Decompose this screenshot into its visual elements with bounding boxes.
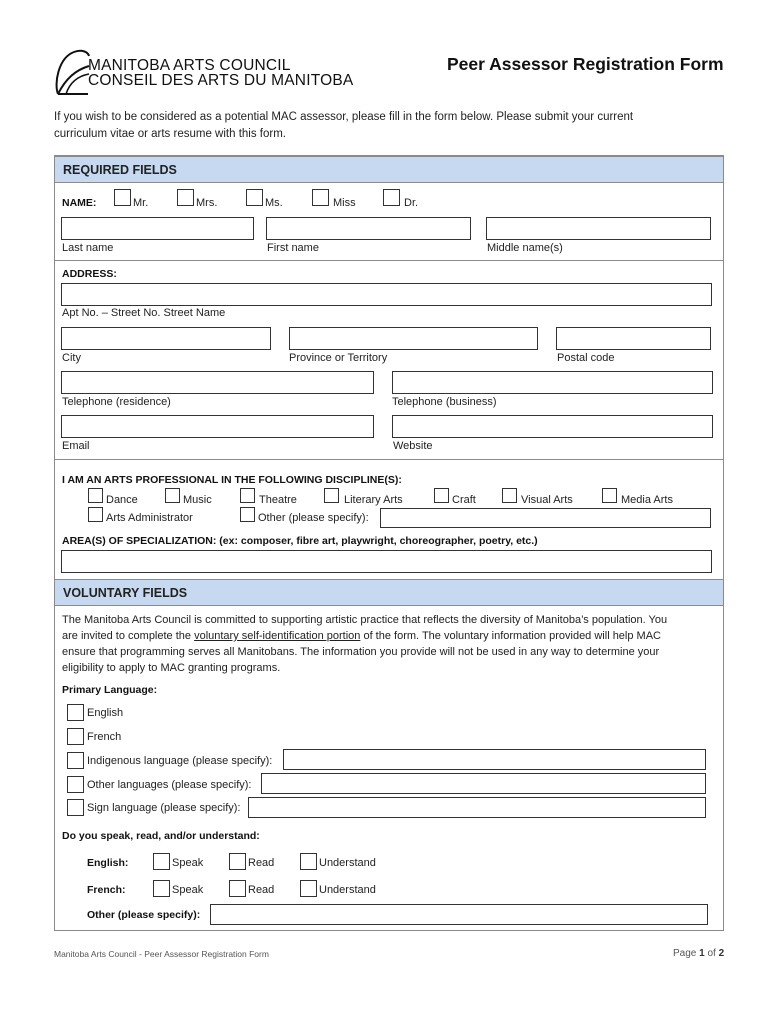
form-title: Peer Assessor Registration Form [447,54,724,74]
discipline-theatre-checkbox[interactable] [240,488,255,503]
postal-code-label: Postal code [557,352,615,364]
french-ability-label: French: [87,884,126,896]
discipline-music-label: Music [183,494,212,506]
province-input[interactable] [289,327,538,350]
voluntary-paragraph-line: The Manitoba Arts Council is committed to supporting artistic practice that reflects the diversity of Manitoba’s population. You [62,614,668,626]
discipline-other-input[interactable] [380,508,711,528]
speak-question-label: Do you speak, read, and/or understand: [62,830,260,842]
discipline-other-checkbox[interactable] [240,507,255,522]
english-understand-label: Understand [319,857,376,869]
discipline-music-checkbox[interactable] [165,488,180,503]
language-sign-label: Sign language (please specify): [87,802,241,814]
discipline-media-checkbox[interactable] [602,488,617,503]
discipline-other-label: Other (please specify): [258,512,369,524]
address-label: ADDRESS: [62,268,117,280]
first-name-input[interactable] [266,217,471,240]
discipline-media-label: Media Arts [621,494,673,506]
french-speak-label: Speak [172,884,204,896]
telephone-business-label: Telephone (business) [392,396,497,408]
language-indigenous-input[interactable] [283,749,706,770]
english-speak-checkbox[interactable] [153,853,170,870]
voluntary-paragraph-line [62,628,718,644]
voluntary-paragraph-line: eligibility to apply to MAC granting programs. [62,662,281,674]
first-name-label: First name [267,242,319,254]
page-total: 2 [718,948,725,959]
english-read-label: Read [248,857,275,869]
title-mrs-label: Mrs. [196,197,218,209]
language-english-label: English [87,707,124,719]
specialization-label: AREA(S) OF SPECIALIZATION: (ex: composer, fibre art, playwright, choreographer, poetry, etc.) [62,535,538,547]
title-miss-checkbox[interactable] [312,189,329,206]
page-number: 1 [699,948,705,959]
divider [55,260,723,261]
org-name-fr: CONSEIL DES ARTS DU MANITOBA [88,72,354,89]
divider [55,459,723,460]
discipline-dance-checkbox[interactable] [88,488,103,503]
voluntary-paragraph-line: ensure that programming serves all Manitobans. The information you provide will not be used in any way to determine your [62,646,660,658]
telephone-business-input[interactable] [392,371,713,394]
of-word: of [707,948,716,959]
language-french-label: French [87,731,122,743]
postal-code-input[interactable] [556,327,711,350]
language-indigenous-label: Indigenous language (please specify): [87,755,273,767]
language-indigenous-checkbox[interactable] [67,752,84,769]
middle-names-input[interactable] [486,217,711,240]
website-input[interactable] [392,415,713,438]
street-label: Apt No. – Street No. Street Name [62,307,226,319]
title-dr-checkbox[interactable] [383,189,400,206]
language-sign-input[interactable] [248,797,706,818]
voluntary-heading: VOLUNTARY FIELDS [63,586,188,600]
intro-line-1: If you wish to be considered as a potential MAC assessor, please fill in the form below. Please submit your current [54,111,634,123]
language-other-label: Other languages (please specify): [87,779,252,791]
page-word: Page [673,948,697,959]
required-heading: REQUIRED FIELDS [63,163,177,177]
arts-admin-checkbox[interactable] [88,507,103,522]
org-name-en: MANITOBA ARTS COUNCIL [88,57,291,74]
mac-logo-icon [52,48,92,96]
title-miss-label: Miss [333,197,356,209]
self-identification-link: voluntary self-identification portion [194,630,361,642]
intro-line-2: curriculum vitae or arts resume with this form. [54,128,286,140]
discipline-craft-label: Craft [452,494,476,506]
street-input[interactable] [61,283,712,306]
primary-language-label: Primary Language: [62,684,158,696]
discipline-visual-checkbox[interactable] [502,488,517,503]
voluntary-paragraph-text: are invited to complete the [62,630,195,642]
english-speak-label: Speak [172,857,204,869]
email-label: Email [62,440,90,452]
arts-admin-label: Arts Administrator [106,512,193,524]
english-ability-label: English: [87,857,129,869]
last-name-label: Last name [62,242,114,254]
telephone-residence-input[interactable] [61,371,374,394]
language-other-input[interactable] [261,773,706,794]
email-input[interactable] [61,415,374,438]
discipline-visual-label: Visual Arts [521,494,573,506]
city-label: City [62,352,81,364]
page-indicator [673,948,724,959]
discipline-dance-label: Dance [106,494,138,506]
name-label: NAME: [62,197,97,209]
title-mr-checkbox[interactable] [114,189,131,206]
english-read-checkbox[interactable] [229,853,246,870]
other-ability-label: Other (please specify): [87,909,201,921]
french-understand-label: Understand [319,884,376,896]
telephone-residence-label: Telephone (residence) [62,396,171,408]
required-fields-band [55,156,723,183]
discipline-literary-label: Literary Arts [344,494,403,506]
discipline-literary-checkbox[interactable] [324,488,339,503]
other-ability-input[interactable] [210,904,708,925]
french-speak-checkbox[interactable] [153,880,170,897]
discipline-craft-checkbox[interactable] [434,488,449,503]
title-ms-checkbox[interactable] [246,189,263,206]
discipline-label: I AM AN ARTS PROFESSIONAL IN THE FOLLOWING DISCIPLINE(S): [62,474,402,486]
specialization-input[interactable] [61,550,712,573]
voluntary-paragraph [62,612,718,676]
province-label: Province or Territory [289,352,388,364]
language-other-checkbox[interactable] [67,776,84,793]
language-sign-checkbox[interactable] [67,799,84,816]
voluntary-fields-band [55,579,723,606]
french-read-label: Read [248,884,275,896]
title-dr-label: Dr. [404,197,419,209]
footer-title: Manitoba Arts Council - Peer Assessor Registration Form [54,949,269,959]
language-french-checkbox[interactable] [67,728,84,745]
website-label: Website [393,440,433,452]
middle-names-label: Middle name(s) [487,242,563,254]
language-english-checkbox[interactable] [67,704,84,721]
title-mr-label: Mr. [133,197,149,209]
english-understand-checkbox[interactable] [300,853,317,870]
title-ms-label: Ms. [265,197,283,209]
french-read-checkbox[interactable] [229,880,246,897]
french-understand-checkbox[interactable] [300,880,317,897]
city-input[interactable] [61,327,271,350]
title-mrs-checkbox[interactable] [177,189,194,206]
voluntary-paragraph-text: of the form. The voluntary information provided will help MAC [360,630,661,642]
last-name-input[interactable] [61,217,254,240]
discipline-theatre-label: Theatre [259,494,297,506]
intro-text [54,109,704,143]
